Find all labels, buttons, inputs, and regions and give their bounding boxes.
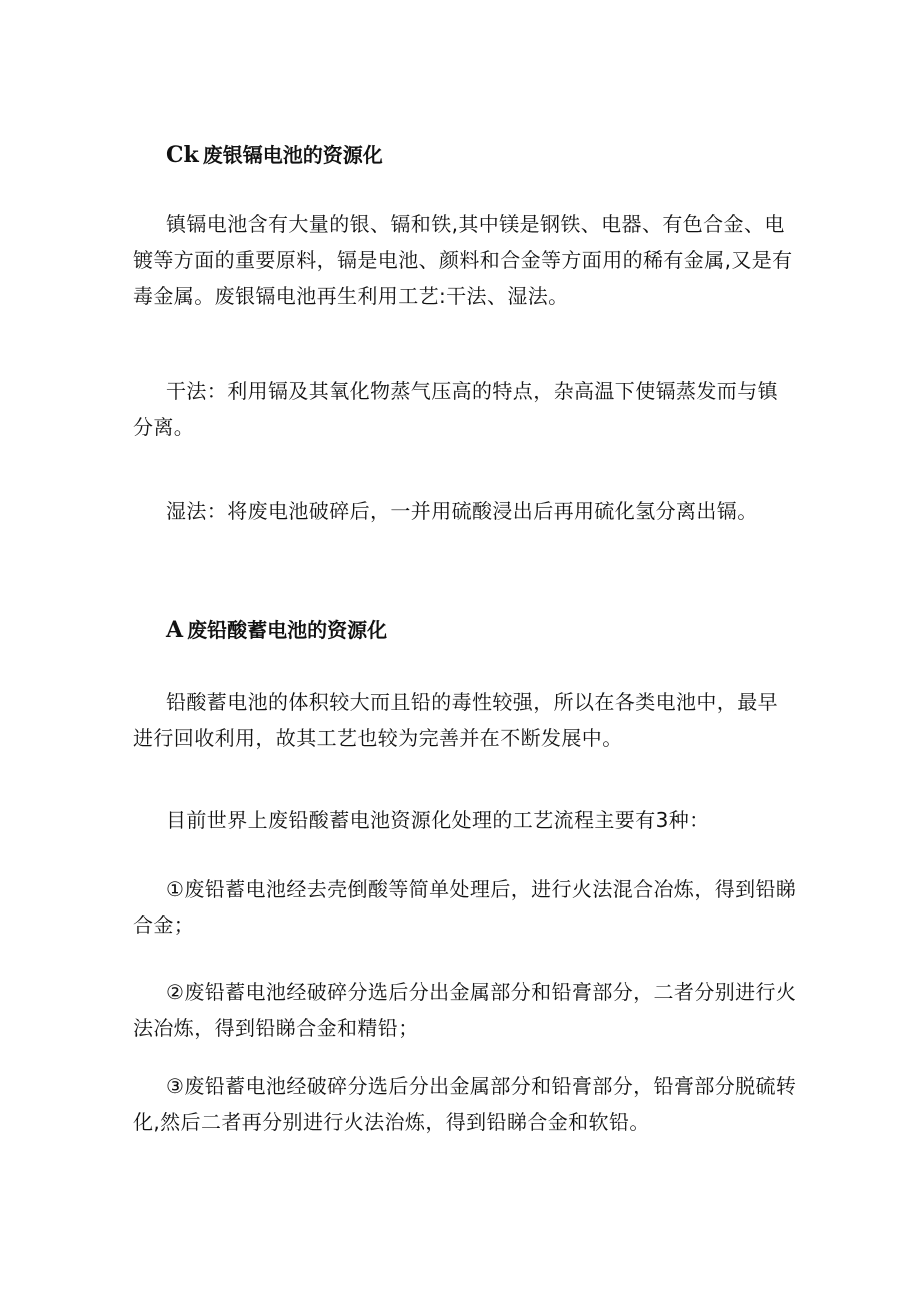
section-title-ck: 废银镉电池的资源化: [202, 143, 383, 167]
paragraph-process-count: 目前世界上废铅酸蓄电池资源化处理的工艺流程主要有3种：: [166, 808, 710, 832]
section-mark-ck: Ck: [166, 142, 199, 168]
paragraph-process-3: ③废铅蓄电池经破碎分选后分出金属部分和铅膏部分，铅膏部分脱硫转化,然后二者再分别进行火法治炼，得到铅睇合金和软铅。: [133, 1074, 797, 1134]
section-title-a: 废铅酸蓄电池的资源化: [187, 618, 388, 642]
paragraph-process-2: ②废铅蓄电池经破碎分选后分出金属部分和铅膏部分，二者分别进行火法冶炼，得到铅睇合金和精铅；: [133, 980, 797, 1040]
paragraph-wet-method: 湿法：将废电池破碎后，一并用硫酸浸出后再用硫化氢分离出镉。: [166, 499, 758, 523]
section-heading-a: [166, 616, 387, 644]
paragraph-process-1: ①废铅蓄电池经去壳倒酸等简单处理后，进行火法混合冶炼，得到铅睇合金；: [133, 877, 797, 937]
paragraph-lead-acid-intro: 铅酸蓄电池的体积较大而且铅的毒性较强，所以在各类电池中，最早进行回收利用，故其工艺也较为完善并在不断发展中。: [133, 690, 778, 750]
paragraph-dry-method: 干法：利用镉及其氧化物蒸气压高的特点，杂高温下使镉蒸发而与镇分离。: [133, 379, 778, 439]
section-mark-a: A: [166, 617, 184, 643]
paragraph-nicd-intro: 镇镉电池含有大量的银、镉和铁,其中镁是钢铁、电器、有色合金、电镀等方面的重要原料，镉是电池、颜料和合金等方面用的稀有金属,又是有毒金属。废银镉电池再生利用工艺:干法、湿法。: [133, 212, 793, 308]
section-heading-ck: [166, 141, 383, 169]
